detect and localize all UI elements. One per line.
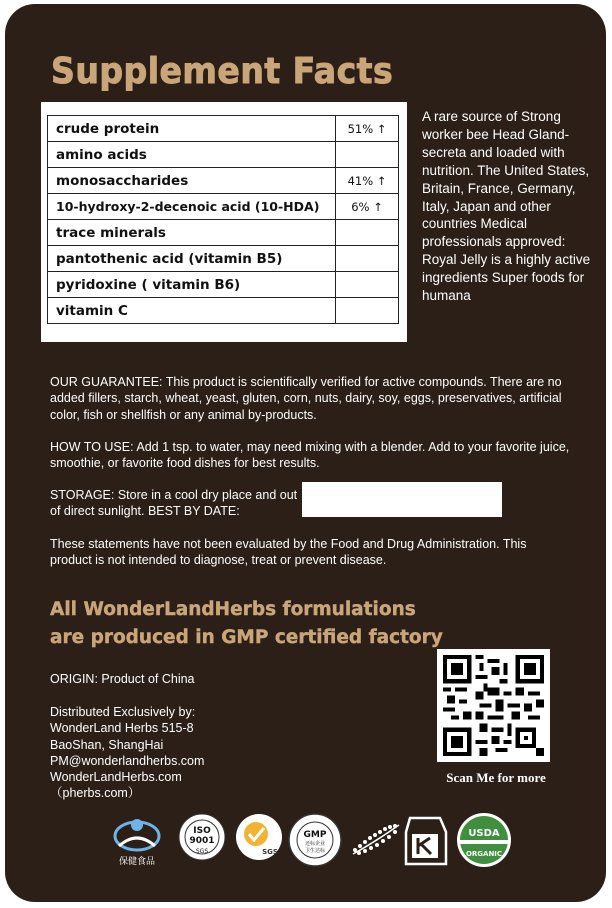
best-by-date-box bbox=[302, 482, 502, 517]
ingredient-name: trace minerals bbox=[48, 220, 336, 246]
ingredient-value bbox=[336, 272, 399, 298]
svg-text:9001: 9001 bbox=[189, 836, 215, 846]
distributor-info bbox=[50, 704, 280, 802]
svg-text:GMP: GMP bbox=[303, 830, 327, 840]
ingredient-name: pantothenic acid (vitamin B5) bbox=[48, 246, 336, 272]
ingredient-name: pyridoxine ( vitamin B6) bbox=[48, 272, 336, 298]
kosher-logo bbox=[402, 814, 448, 873]
svg-text:ORGANIC: ORGANIC bbox=[465, 850, 503, 858]
sgs-logo bbox=[234, 812, 284, 867]
gmp-statement bbox=[50, 596, 443, 652]
distributor-website[interactable]: WonderLandHerbs.com bbox=[50, 770, 182, 785]
svg-text:USDA: USDA bbox=[468, 828, 500, 839]
product-label bbox=[5, 4, 606, 902]
table-row bbox=[48, 246, 399, 272]
gmp-statement-line: are produced in GMP certified factory bbox=[50, 627, 443, 648]
ingredient-value bbox=[336, 246, 399, 272]
qr-code[interactable] bbox=[437, 649, 550, 762]
table-row bbox=[48, 168, 399, 194]
iso-9001-logo bbox=[177, 812, 227, 867]
qr-code-icon bbox=[443, 655, 544, 756]
ingredient-name: crude protein bbox=[48, 116, 336, 142]
usda-organic-logo bbox=[456, 812, 512, 873]
ingredient-name: vitamin C bbox=[48, 298, 336, 324]
ingredient-value: 51% ↑ bbox=[336, 116, 399, 142]
ingredient-name: 10-hydroxy-2-decenoic acid (10-HDA) bbox=[48, 194, 336, 220]
distributor-line: Distributed Exclusively by: bbox=[50, 705, 196, 719]
distributor-line: WonderLand Herbs 515-8 bbox=[50, 721, 194, 736]
table-row bbox=[48, 194, 399, 220]
svg-text:ISO: ISO bbox=[193, 826, 211, 836]
table-row bbox=[48, 142, 399, 168]
distributor-website-alt: （pherbs.com） bbox=[50, 786, 141, 801]
fda-disclaimer: These statements have not been evaluated by the Food and Drug Administration. This product is not intended to diagnose, treat or prevent disease. bbox=[50, 537, 527, 568]
royal-jelly-description: A rare source of Strong worker bee Head Gland-secreta and loaded with nutrition. The United States, Britain, France, Germany, Italy, Japan and other countries Medical professionals approved: Royal Jelly is a highly active ingredients Super foods for humana bbox=[422, 109, 591, 304]
how-to-use-text: HOW TO USE: Add 1 tsp. to water, may need mixing with a blender. Add to your favorite juice, smoothie, or favorite food dishes for best results. bbox=[50, 440, 570, 471]
gmp-logo bbox=[287, 812, 343, 873]
ingredient-name: amino acids bbox=[48, 142, 336, 168]
ingredient-value: 6% ↑ bbox=[336, 194, 399, 220]
distributor-line: BaoShan, ShangHai bbox=[50, 737, 164, 752]
table-row bbox=[48, 220, 399, 246]
distributor-email[interactable]: PM@wonderlandherbs.com bbox=[50, 753, 205, 768]
supplement-facts-table bbox=[47, 115, 399, 324]
origin-text: ORIGIN: Product of China bbox=[50, 672, 195, 686]
scan-me-caption: Scan Me for more bbox=[446, 770, 546, 785]
health-food-logo bbox=[109, 812, 165, 873]
ingredient-value bbox=[336, 220, 399, 246]
ingredient-value bbox=[336, 298, 399, 324]
storage-text: STORAGE: Store in a cool dry place and out of direct sunlight. BEST BY DATE: bbox=[50, 488, 298, 519]
gmp-statement-line: All WonderLandHerbs formulations bbox=[50, 599, 416, 620]
svg-text:卫生达标: 卫生达标 bbox=[304, 848, 326, 854]
ingredient-value: 41% ↑ bbox=[336, 168, 399, 194]
supplement-facts-panel bbox=[41, 102, 407, 342]
guarantee-text: OUR GUARANTEE: This product is scientifically verified for active compounds. There are no added fillers, starch, wheat, yeast, gluten, corn, nuts, dairy, soy, eggs, preservatives, artificial color, fish or shellfish or any animal by-products. bbox=[50, 375, 562, 422]
table-row bbox=[48, 298, 399, 324]
svg-text:SGS: SGS bbox=[262, 848, 278, 856]
svg-text:SGS: SGS bbox=[195, 848, 209, 855]
eu-organic-leaf-logo bbox=[349, 820, 403, 865]
health-food-text: 保健食品 bbox=[118, 857, 156, 867]
supplement-facts-title: Supplement Facts bbox=[51, 51, 394, 92]
table-row bbox=[48, 272, 399, 298]
ingredient-value bbox=[336, 142, 399, 168]
svg-text:还标企业: 还标企业 bbox=[304, 841, 326, 847]
ingredient-name: monosaccharides bbox=[48, 168, 336, 194]
table-row bbox=[48, 116, 399, 142]
